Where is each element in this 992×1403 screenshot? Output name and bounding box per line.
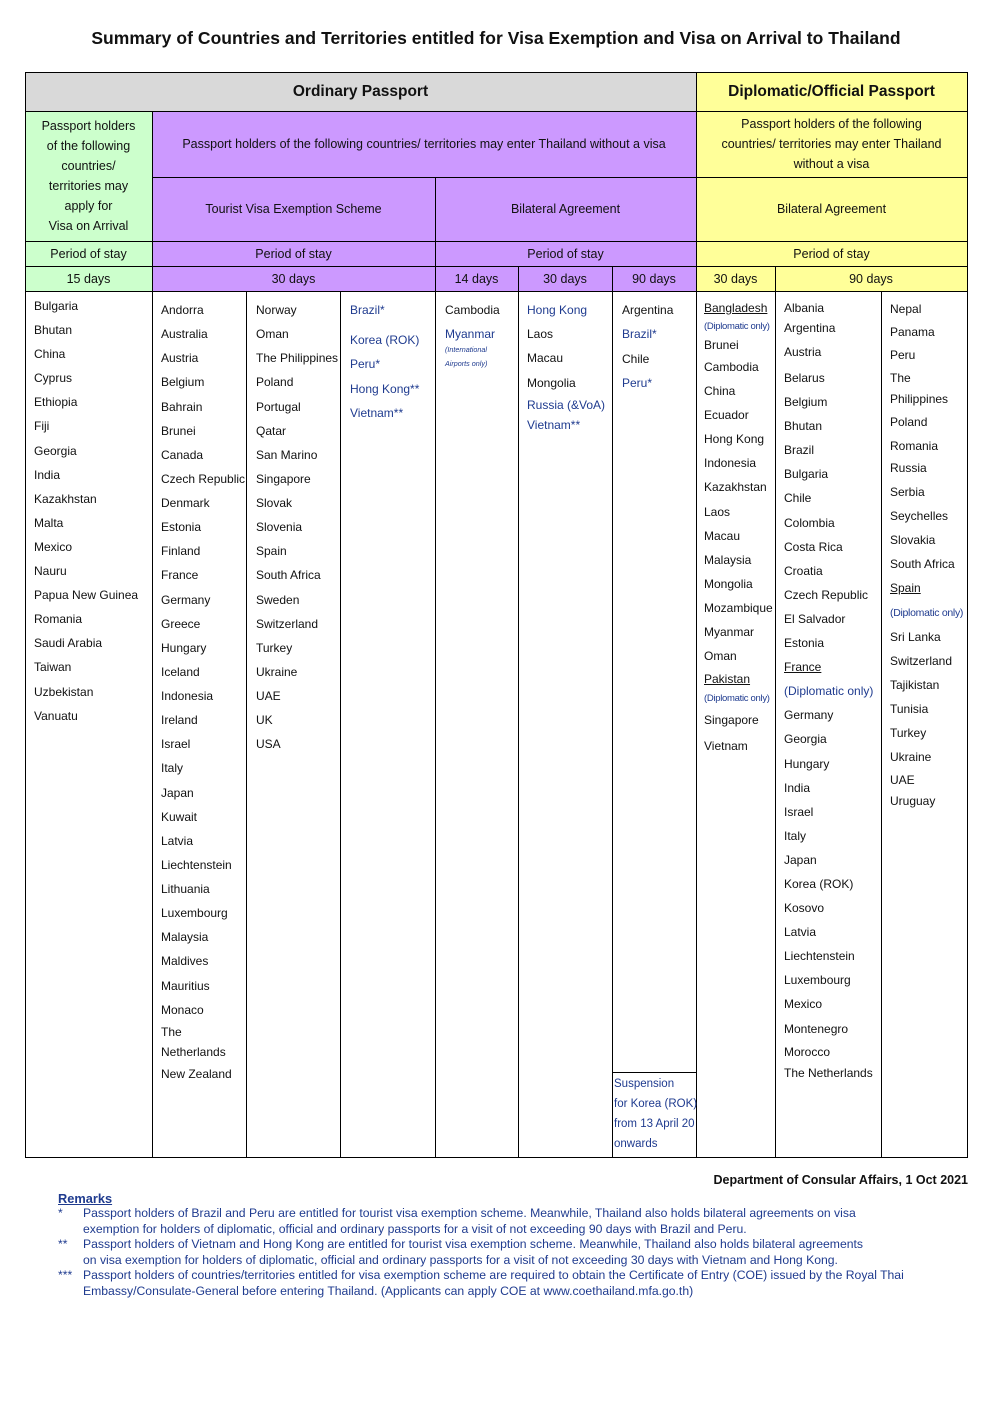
list-item: Greece (161, 616, 201, 631)
list-item: Peru (890, 348, 916, 362)
list-item: Serbia (890, 485, 925, 500)
bilateral-30-list (527, 298, 605, 435)
list-item: Bhutan (34, 323, 73, 338)
list-item: Fiji (34, 419, 50, 434)
list-item: Italy (784, 828, 807, 843)
list-item: USA (256, 737, 281, 752)
list-item: Oman (256, 327, 289, 342)
list-item: Liechtenstein (784, 949, 855, 964)
list-item: Panama (890, 325, 935, 339)
list-item: Liechtenstein (161, 857, 232, 872)
suspension-note (614, 1074, 697, 1154)
remark-note (58, 1206, 988, 1237)
list-item: Mexico (34, 539, 73, 554)
list-item: Myanmar (704, 625, 755, 640)
list-item: Slovak (256, 496, 293, 510)
ordinary-passport-header: Ordinary Passport (25, 72, 696, 111)
list-item: Morocco (784, 1044, 831, 1059)
list-item: Romania (890, 439, 939, 453)
list-item: Norway (256, 303, 297, 317)
list-item: Hong Kong (704, 432, 765, 447)
list-item-note: (Diplomatic only) (704, 693, 770, 705)
list-item: Colombia (784, 515, 835, 530)
list-item: UAE (256, 689, 281, 703)
list-item: Austria (161, 351, 199, 366)
list-item: Uzbekistan (34, 684, 94, 699)
list-item: Kuwait (161, 809, 198, 824)
list-item: Bulgaria (784, 467, 829, 482)
list-item: Romania (34, 612, 83, 627)
list-item: Peru* (350, 357, 381, 371)
list-item: Finland (161, 544, 201, 559)
remark-marker: * (58, 1206, 63, 1220)
list-item: India (34, 467, 61, 482)
list-item: Poland (256, 375, 294, 390)
tourist-country-list-c (350, 298, 419, 426)
list-item: Israel (161, 737, 191, 752)
list-item: Brazil* (350, 303, 385, 317)
days-90-diplomatic: 90 days (775, 266, 967, 291)
voa-desc-line: Passport holders (41, 119, 136, 133)
list-item: Albania (784, 301, 825, 315)
list-item: Bangladesh (704, 301, 768, 315)
list-item: Maldives (161, 954, 209, 969)
list-item: Australia (161, 327, 208, 342)
list-item-note: (Diplomatic only) (784, 684, 874, 699)
diplomatic-90-list-a (784, 298, 873, 1083)
diplomatic-90-list-b (890, 298, 963, 811)
list-item: Malaysia (704, 552, 752, 567)
list-item: Belgium (784, 395, 828, 410)
list-item: Monaco (161, 1002, 204, 1017)
list-item: Estonia (161, 520, 202, 535)
list-item: Nauru (34, 564, 67, 579)
list-item: France (784, 660, 822, 675)
list-item: Netherlands (161, 1044, 226, 1059)
list-item: Luxembourg (784, 973, 851, 988)
list-item: Argentina (622, 303, 674, 317)
list-item: Brazil* (622, 327, 657, 342)
list-item: Philippines (890, 392, 949, 406)
period-diplomatic: Period of stay (696, 241, 967, 266)
list-item: Saudi Arabia (34, 636, 103, 651)
list-item: Cambodia (445, 303, 500, 317)
list-item: Taiwan (34, 660, 72, 675)
list-item: Oman (704, 649, 737, 664)
tourist-country-list-a (161, 298, 245, 1086)
list-item: India (784, 780, 811, 795)
list-item: Mexico (784, 997, 823, 1012)
list-item: Hong Kong (527, 303, 588, 317)
list-item: UK (256, 713, 273, 728)
list-item: Spain (890, 581, 921, 596)
list-item: Belarus (784, 371, 825, 385)
note-line: onwards (614, 1138, 658, 1150)
list-item: Laos (704, 504, 731, 519)
note-line: from 13 April 20 (614, 1118, 695, 1130)
list-item: Montenegro (784, 1021, 849, 1036)
list-item-note: (International (445, 344, 487, 354)
days-14: 14 days (435, 266, 518, 291)
list-item: Cambodia (704, 360, 759, 374)
note-line: for Korea (ROK) (614, 1098, 698, 1110)
list-item: Germany (161, 592, 211, 607)
list-item: China (34, 347, 66, 362)
issuer-date: Department of Consular Affairs, 1 Oct 2021 (713, 1173, 968, 1187)
dip-desc-line: countries/ territories may enter Thailand (721, 137, 942, 151)
list-item: Peru* (622, 375, 653, 390)
bilateral-diplomatic-header: Bilateral Agreement (696, 177, 967, 241)
days-30-tourist: 30 days (152, 266, 435, 291)
period-voa: Period of stay (25, 241, 152, 266)
list-item: Kazakhstan (34, 491, 97, 506)
list-item: Uruguay (890, 794, 936, 809)
list-item: Qatar (256, 423, 287, 438)
list-item: Tajikistan (890, 677, 940, 692)
bilateral-90-list (622, 298, 673, 395)
list-item: Laos (527, 327, 554, 342)
list-item-note: (Diplomatic only) (704, 321, 770, 332)
list-item: Georgia (784, 732, 827, 747)
days-15: 15 days (25, 266, 152, 291)
days-30-diplomatic: 30 days (696, 266, 775, 291)
note-line: Suspension (614, 1078, 675, 1090)
list-item: Switzerland (256, 616, 319, 631)
voa-desc-line: countries/ (61, 159, 116, 173)
list-item: Ethiopia (34, 395, 78, 410)
voa-desc-line: Visa on Arrival (48, 219, 129, 233)
voa-desc-line: apply for (64, 199, 113, 213)
tourist-scheme-header: Tourist Visa Exemption Scheme (152, 177, 435, 241)
list-item: UAE (890, 773, 915, 788)
list-item: Brazil (784, 443, 815, 458)
list-item: Latvia (161, 833, 194, 848)
list-item: Korea (ROK) (784, 876, 854, 891)
list-item: Hungary (161, 640, 207, 655)
list-item: South Africa (890, 557, 955, 572)
list-item: Vietnam** (350, 406, 404, 420)
remark-line: Passport holders of Vietnam and Hong Kong are entitled for tourist visa exemption scheme. Meanwhile, Thailand also holds bilateral agreements (83, 1237, 863, 1251)
remark-line: exemption for holders of diplomatic, official and ordinary passports for a visit of not exceeding 90 days with Brazil and Peru. (83, 1221, 747, 1236)
list-item: Latvia (784, 925, 817, 940)
remark-line: Passport holders of Brazil and Peru are entitled for tourist visa exemption scheme. Meanwhile, Thailand also holds bilateral agreements on visa (83, 1206, 856, 1220)
list-item: Czech Republic (161, 471, 246, 486)
voa-country-list (34, 294, 138, 728)
tourist-country-list-b (256, 298, 338, 756)
list-item: Italy (161, 761, 184, 776)
list-item: Hong Kong** (350, 381, 420, 396)
remark-line: on visa exemption for holders of diplomatic, official and ordinary passports for a visit of not exceeding 30 days with Vietnam and Hong Kong. (83, 1252, 838, 1267)
list-item: Estonia (784, 636, 825, 651)
remark-line: Passport holders of countries/territories entitled for visa exemption scheme are required to obtain the Certificate of Entry (COE) issued by the Royal Thai (83, 1268, 904, 1282)
list-item: Slovenia (256, 520, 303, 535)
list-item-note: Airports only) (445, 358, 488, 368)
list-item: Israel (784, 804, 814, 819)
list-item: Bhutan (784, 419, 823, 434)
list-item: Malaysia (161, 930, 209, 945)
list-item: Austria (784, 345, 822, 359)
list-item: El Salvador (784, 611, 846, 626)
list-item: Mongolia (704, 576, 753, 591)
list-item-note: (Diplomatic only) (890, 606, 964, 619)
diplomatic-description (696, 111, 967, 177)
list-item: The Philippines (256, 351, 339, 366)
list-item: San Marino (256, 447, 318, 462)
remark-marker: *** (58, 1268, 73, 1282)
list-item: Mozambique (704, 600, 773, 615)
list-item: Costa Rica (784, 539, 843, 554)
page-title: Summary of Countries and Territories entitled for Visa Exemption and Visa on Arrival to Thailand (91, 28, 901, 48)
list-item: Ukraine (256, 664, 298, 679)
list-item: Switzerland (890, 653, 953, 668)
list-item: Poland (890, 415, 928, 429)
bilateral-ordinary-header: Bilateral Agreement (435, 177, 696, 241)
list-item: Canada (161, 447, 204, 462)
list-item: Japan (161, 785, 194, 800)
period-tourist: Period of stay (152, 241, 435, 266)
list-item: Ireland (161, 713, 198, 728)
remark-line: Embassy/Consulate-General before entering Thailand. (Applicants can apply COE at www.coethailand.mfa.go.th) (83, 1283, 694, 1298)
list-item: Bahrain (161, 399, 203, 414)
list-item: Singapore (704, 713, 759, 728)
days-30-bilateral: 30 days (518, 266, 612, 291)
list-item: Japan (784, 852, 817, 867)
list-item: Kazakhstan (704, 480, 767, 495)
list-item: Korea (ROK) (350, 332, 420, 347)
list-item: Russia (&VoA) (527, 397, 606, 412)
list-item: Papua New Guinea (34, 588, 139, 603)
list-item: Spain (256, 544, 287, 559)
list-item: Malta (34, 515, 64, 530)
list-item: Kosovo (784, 901, 825, 916)
list-item: Sweden (256, 592, 300, 607)
list-item: The (161, 1024, 182, 1039)
list-item: South Africa (256, 568, 321, 583)
list-item: Iceland (161, 664, 200, 679)
list-item: The Netherlands (784, 1065, 873, 1080)
list-item: Indonesia (704, 456, 757, 471)
list-item: Tunisia (890, 701, 929, 716)
list-item: Macau (704, 528, 741, 543)
remarks-section (58, 1191, 988, 1299)
list-item: Macau (527, 351, 564, 366)
remark-note (58, 1237, 988, 1268)
ordinary-description: Passport holders of the following countries/ territories may enter Thailand without a visa (152, 111, 696, 177)
list-item: Bulgaria (34, 299, 79, 313)
list-item: Vietnam** (527, 417, 581, 432)
list-item: Slovakia (890, 533, 936, 548)
list-item: Brunei (161, 423, 196, 438)
list-item: Chile (784, 491, 812, 506)
remarks-title: Remarks (58, 1191, 113, 1206)
list-item: Pakistan (704, 672, 751, 687)
list-item: Vietnam (704, 739, 748, 754)
list-item: Turkey (256, 640, 293, 655)
list-item: Seychelles (890, 509, 949, 524)
list-item: Croatia (784, 563, 823, 578)
list-item: Chile (622, 351, 650, 366)
list-item: Denmark (161, 496, 210, 510)
list-item: Sri Lanka (890, 629, 941, 644)
list-item: Lithuania (161, 882, 210, 896)
diplomatic-passport-header: Diplomatic/Official Passport (696, 72, 967, 111)
list-item: Cyprus (34, 371, 73, 386)
list-item: Hungary (784, 756, 830, 771)
list-item: Turkey (890, 726, 927, 741)
period-bilateral: Period of stay (435, 241, 696, 266)
list-item: Indonesia (161, 689, 214, 703)
list-item: Germany (784, 708, 834, 723)
list-item: Portugal (256, 399, 301, 414)
remark-marker: ** (58, 1237, 68, 1251)
list-item: Ukraine (890, 750, 932, 765)
days-90-bilateral: 90 days (612, 266, 696, 291)
list-item: Belgium (161, 375, 205, 390)
dip-desc-line: without a visa (793, 157, 870, 171)
list-item: Mongolia (527, 375, 576, 390)
list-item: Czech Republic (784, 587, 869, 602)
list-item: Myanmar (445, 327, 496, 342)
voa-description (25, 111, 152, 241)
bilateral-14-list (445, 298, 500, 369)
voa-desc-line: territories may (48, 179, 129, 193)
diplomatic-30-list (704, 298, 773, 758)
list-item: The (890, 371, 911, 385)
list-item: Russia (890, 461, 927, 475)
list-item: Argentina (784, 321, 836, 335)
list-item: Brunei (704, 338, 739, 352)
list-item: Andorra (161, 303, 204, 317)
list-item: Luxembourg (161, 906, 228, 921)
list-item: France (161, 568, 199, 583)
list-item: Mauritius (161, 978, 210, 993)
list-item: China (704, 384, 736, 399)
list-item: New Zealand (161, 1066, 232, 1081)
dip-desc-line: Passport holders of the following (741, 117, 922, 131)
list-item: Nepal (890, 302, 922, 316)
voa-desc-line: of the following (46, 139, 131, 153)
list-item: Singapore (256, 471, 311, 486)
remark-note (58, 1268, 988, 1299)
list-item: Vanuatu (34, 708, 78, 723)
list-item: Georgia (34, 443, 77, 458)
list-item: Ecuador (704, 408, 749, 423)
